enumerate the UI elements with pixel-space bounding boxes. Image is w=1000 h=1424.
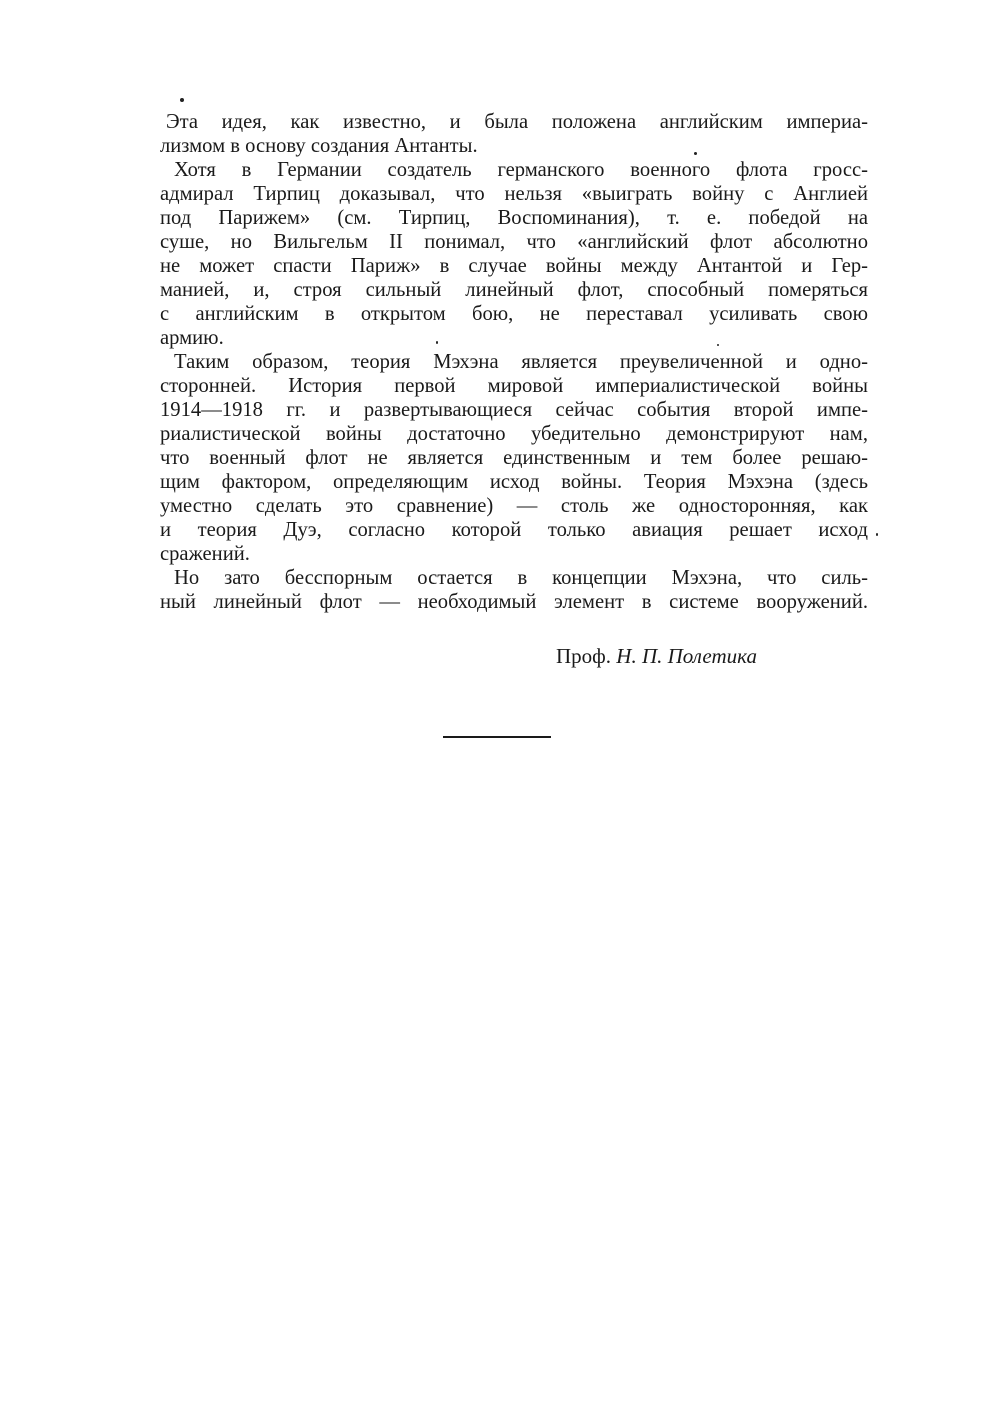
text-line: Эта идея, как известно, и была положена английским империа- bbox=[166, 111, 868, 133]
text-line: лизмом в основу создания Антанты. bbox=[160, 135, 478, 157]
author-name: Н. П. Полетика bbox=[616, 644, 757, 668]
text-line: адмирал Тирпиц доказывал, что нельзя «выиграть войну с Англией bbox=[160, 183, 868, 205]
text-line: под Парижем» (см. Тирпиц, Воспоминания), т. е. победой на bbox=[160, 207, 868, 229]
paragraph-2 bbox=[160, 158, 868, 350]
text-line: сторонней. История первой мировой империалистической войны bbox=[160, 375, 868, 397]
paragraph-4 bbox=[160, 566, 868, 614]
scan-speck bbox=[436, 341, 438, 344]
text-line: сражений. bbox=[160, 543, 250, 565]
text-line: щим фактором, определяющим исход войны. Теория Мэхэна (здесь bbox=[160, 471, 868, 493]
body-text bbox=[160, 110, 868, 614]
text-line: Таким образом, теория Мэхэна является преувеличенной и одно- bbox=[174, 351, 868, 373]
text-line: уместно сделать это сравнение) — столь же односторонняя, как bbox=[160, 495, 868, 517]
author-signature bbox=[556, 642, 757, 670]
text-line: с английским в открытом бою, не переставал усиливать свою bbox=[160, 303, 868, 325]
section-divider bbox=[443, 736, 551, 738]
text-line: Хотя в Германии создатель германского военного флота гросс- bbox=[174, 159, 868, 181]
text-line: суше, но Вильгельм II понимал, что «английский флот абсолютно bbox=[160, 231, 868, 253]
scan-speck bbox=[694, 152, 697, 155]
text-line: риалистической войны достаточно убедительно демонстрируют нам, bbox=[160, 423, 868, 445]
author-title: Проф. bbox=[556, 644, 612, 668]
text-line: манией, и, строя сильный линейный флот, способный померяться bbox=[160, 279, 868, 301]
scan-speck bbox=[876, 533, 878, 536]
scan-speck bbox=[180, 98, 184, 102]
text-line: что военный флот не является единственным и тем более решаю- bbox=[160, 447, 868, 469]
text-line: 1914—1918 гг. и развертывающиеся сейчас события второй импе- bbox=[160, 399, 868, 421]
text-line: ный линейный флот — необходимый элемент в системе вооружений. bbox=[160, 591, 868, 613]
paragraph-3 bbox=[160, 350, 868, 566]
text-line: не может спасти Париж» в случае войны между Антантой и Гер- bbox=[160, 255, 868, 277]
scan-speck bbox=[717, 344, 719, 346]
text-line: армию. bbox=[160, 327, 224, 349]
text-line: Но зато бесспорным остается в концепции Мэхэна, что силь- bbox=[174, 567, 868, 589]
text-line: и теория Дуэ, согласно которой только авиация решает исход bbox=[160, 519, 868, 541]
paragraph-1 bbox=[160, 110, 868, 158]
